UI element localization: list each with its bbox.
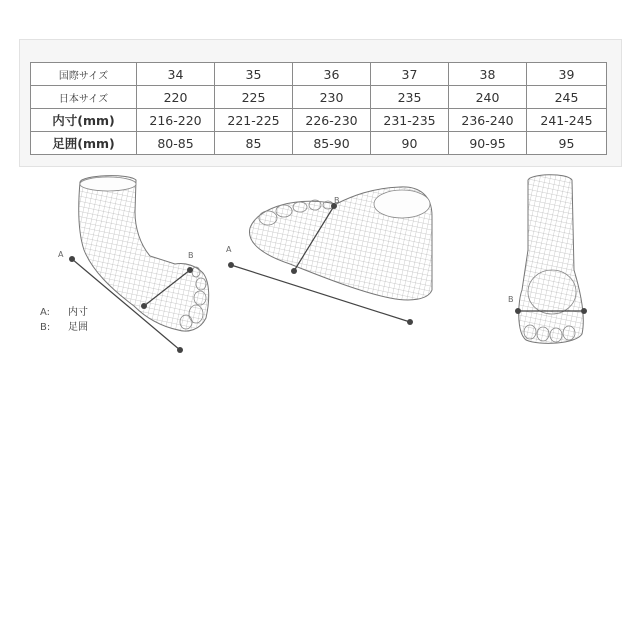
legend-item bbox=[40, 320, 88, 335]
table-cell: 236-240 bbox=[449, 109, 527, 132]
table-row bbox=[31, 86, 607, 109]
measure-point bbox=[187, 267, 193, 273]
foot-back-view bbox=[508, 175, 587, 344]
table-cell: 240 bbox=[449, 86, 527, 109]
table-cell: 245 bbox=[527, 86, 607, 109]
legend-key: B: bbox=[40, 322, 51, 333]
measure-point bbox=[291, 268, 297, 274]
table-cell: 36 bbox=[293, 63, 371, 86]
table-cell: 38 bbox=[449, 63, 527, 86]
size-table bbox=[30, 62, 607, 155]
row-label-intl-size: 国際サイズ bbox=[31, 63, 137, 86]
legend-text: 内寸 bbox=[68, 307, 88, 318]
table-cell: 235 bbox=[371, 86, 449, 109]
marker-b: B bbox=[334, 196, 340, 205]
legend-text: 足囲 bbox=[68, 322, 88, 333]
table-cell: 95 bbox=[527, 132, 607, 155]
table-cell: 241-245 bbox=[527, 109, 607, 132]
table-cell: 216-220 bbox=[137, 109, 215, 132]
marker-a: A bbox=[58, 250, 64, 259]
table-cell: 37 bbox=[371, 63, 449, 86]
table-cell: 90 bbox=[371, 132, 449, 155]
table-cell: 85-90 bbox=[293, 132, 371, 155]
table-cell: 90-95 bbox=[449, 132, 527, 155]
measurement-legend bbox=[40, 305, 88, 335]
measure-point bbox=[515, 308, 521, 314]
measure-point bbox=[581, 308, 587, 314]
measure-point bbox=[407, 319, 413, 325]
marker-a: A bbox=[226, 245, 232, 254]
table-row bbox=[31, 63, 607, 86]
marker-b: B bbox=[188, 251, 194, 260]
measure-point bbox=[228, 262, 234, 268]
legend-key: A: bbox=[40, 307, 51, 318]
table-row bbox=[31, 132, 607, 155]
table-cell: 226-230 bbox=[293, 109, 371, 132]
table-cell: 85 bbox=[215, 132, 293, 155]
table-cell: 39 bbox=[527, 63, 607, 86]
ankle-opening bbox=[80, 177, 136, 191]
table-cell: 231-235 bbox=[371, 109, 449, 132]
measure-point bbox=[177, 347, 183, 353]
row-label-foot-girth: 足囲(mm) bbox=[31, 132, 137, 155]
row-label-inner-length: 内寸(mm) bbox=[31, 109, 137, 132]
foot-measurement-illustration bbox=[0, 168, 640, 368]
table-cell: 34 bbox=[137, 63, 215, 86]
table-cell: 225 bbox=[215, 86, 293, 109]
foot-shape bbox=[519, 175, 584, 344]
legend-item bbox=[40, 305, 88, 320]
table-cell: 220 bbox=[137, 86, 215, 109]
measure-point bbox=[69, 256, 75, 262]
measure-point bbox=[141, 303, 147, 309]
table-cell: 80-85 bbox=[137, 132, 215, 155]
table-row bbox=[31, 109, 607, 132]
ankle-opening bbox=[374, 190, 430, 218]
row-label-jp-size: 日本サイズ bbox=[31, 86, 137, 109]
table-cell: 35 bbox=[215, 63, 293, 86]
foot-side-view bbox=[226, 187, 432, 325]
table-cell: 221-225 bbox=[215, 109, 293, 132]
table-cell: 230 bbox=[293, 86, 371, 109]
marker-b: B bbox=[508, 295, 514, 304]
